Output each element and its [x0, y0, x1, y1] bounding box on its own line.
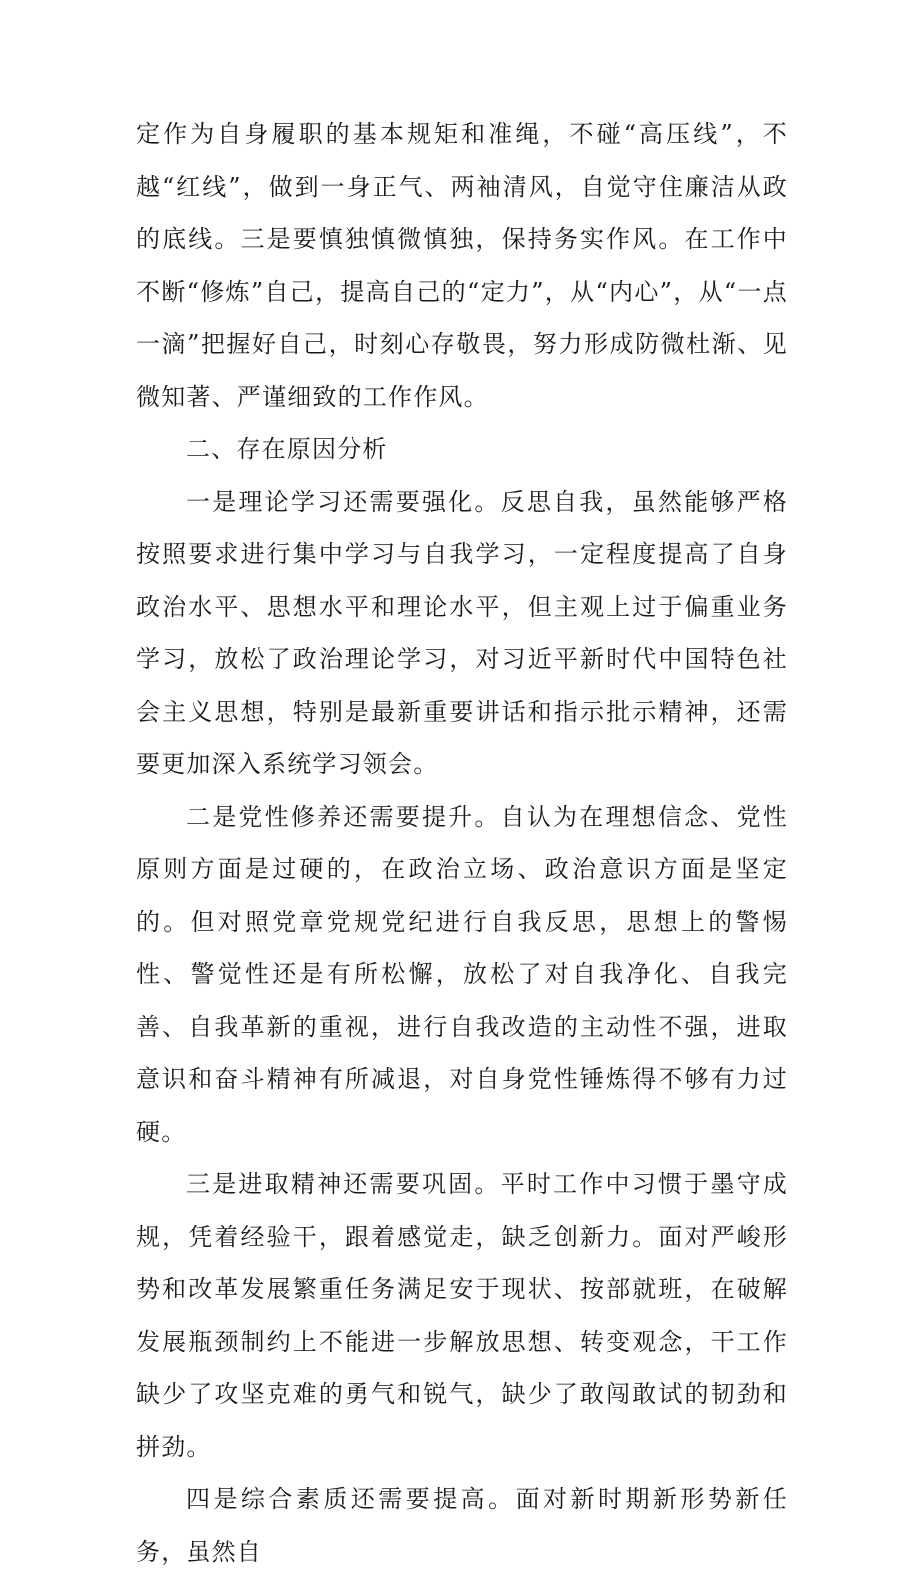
paragraph-overall-quality: 四是综合素质还需要提高。面对新时期新形势新任务，虽然自 [136, 1485, 788, 1566]
section-heading: 二、存在原因分析 [186, 435, 388, 463]
paragraph-theory-study: 一是理论学习还需要强化。反思自我，虽然能够严格按照要求进行集中学习与自我学习，一定程度提高了自身政治水平、思想水平和理论水平，但主观上过于偏重业务学习，放松了政治理论学习，对习近平新时代中国特色社会主义思想，特别是最新重要讲话和指示批示精神，还需要更加深入系统学习领会。 [136, 487, 788, 778]
paragraph-continuation: 定作为自身履职的基本规矩和准绳，不碰“高压线”，不越“红线”，做到一身正气、两袖清风，自觉守住廉洁从政的底线。三是要慎独慎微慎独，保持务实作风。在工作中不断“修炼”自己，提高自己的“定力”，从“内心”，从“一点一滴”把握好自己，时刻心存敬畏，努力形成防微杜渐、见微知著、严谨细致的工作作风。 [136, 120, 788, 411]
document-body [136, 108, 788, 1578]
paragraph-party-spirit: 二是党性修养还需要提升。自认为在理想信念、党性原则方面是过硬的，在政治立场、政治意识方面是坚定的。但对照党章党规党纪进行自我反思，思想上的警惕性、警觉性还是有所松懈，放松了对自我净化、自我完善、自我革新的重视，进行自我改造的主动性不强，进取意识和奋斗精神有所减退，对自身党性锤炼得不够有力过硬。 [136, 802, 788, 1146]
paragraph-enterprising-spirit: 三是进取精神还需要巩固。平时工作中习惯于墨守成规，凭着经验干，跟着感觉走，缺乏创新力。面对严峻形势和改革发展繁重任务满足安于现状、按部就班，在破解发展瓶颈制约上不能进一步解放思想、转变观念，干工作缺少了攻坚克难的勇气和锐气，缺少了敢闯敢试的韧劲和拼劲。 [136, 1170, 788, 1461]
